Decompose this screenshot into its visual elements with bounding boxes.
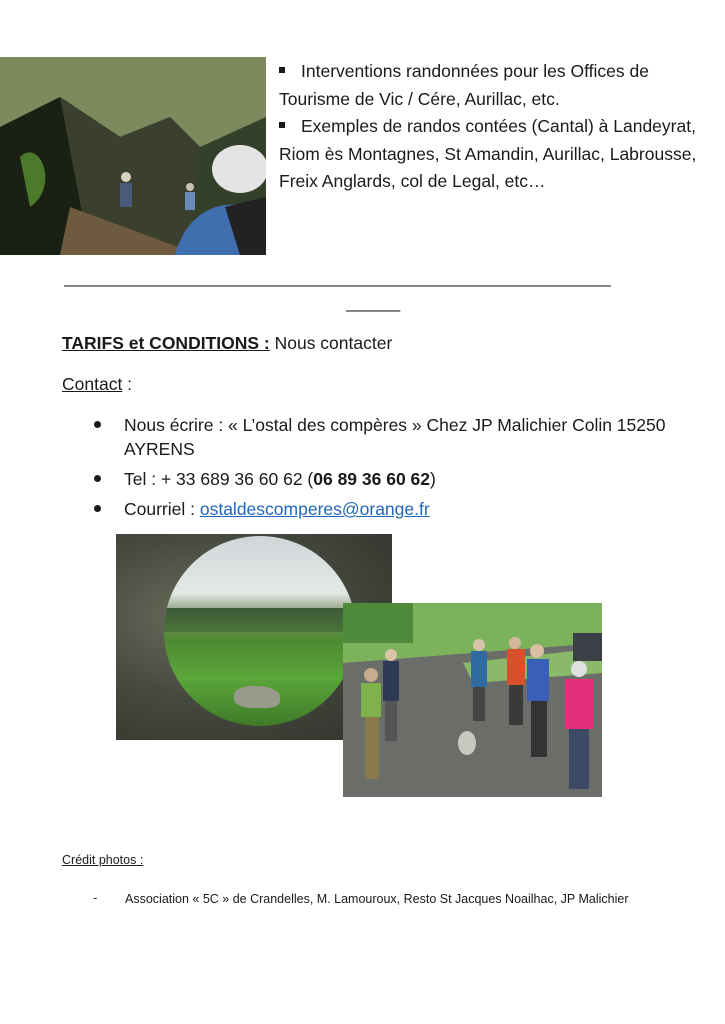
credit-dash: - (93, 890, 98, 905)
contact-heading: Contact (62, 374, 123, 394)
email-label: Courriel : (124, 499, 200, 519)
contact-item-write (92, 413, 692, 461)
separator-line-continuation: ______ (346, 293, 400, 312)
bullet-dot-icon (94, 421, 101, 428)
bullet-dot-icon (94, 505, 101, 512)
photo-cave-hikers (0, 57, 266, 255)
postal-address: Nous écrire : « L’ostal des compères » Chez JP Malichier Colin 15250 AYRENS (124, 415, 666, 459)
phone-label: Tel : + 33 689 36 60 62 ( (124, 469, 314, 489)
contact-heading-line (62, 372, 132, 396)
contact-list (92, 413, 692, 527)
contact-heading-suffix: : (122, 374, 133, 394)
tarifs-line (62, 331, 392, 355)
square-bullet-icon (279, 122, 285, 128)
contact-item-phone (92, 467, 692, 491)
tarifs-heading: TARIFS et CONDITIONS : (62, 333, 270, 353)
intro-bullets (279, 58, 704, 196)
square-bullet-icon (279, 67, 285, 73)
contact-item-email (92, 497, 692, 521)
photo-cave-illustration (0, 57, 266, 255)
bullet-dot-icon (94, 475, 101, 482)
intro-bullet (279, 58, 704, 113)
intro-bullet-text: Exemples de randos contées (Cantal) à Landeyrat, Riom ès Montagnes, St Amandin, Aurillac, Labrousse, Freix Anglards, col de Legal, etc… (279, 116, 697, 191)
rock (234, 686, 280, 708)
photo-credits-heading: Crédit photos : (62, 853, 144, 867)
distant-hills (164, 608, 356, 632)
separator-line: _____________________________________________________________ (64, 268, 611, 287)
photo-hikers-illustration (343, 603, 602, 797)
photo-credits-text: Association « 5C » de Crandelles, M. Lamouroux, Resto St Jacques Noailhac, JP Malichier (125, 892, 629, 906)
email-link[interactable]: ostaldescomperes@orange.fr (199, 499, 430, 519)
phone-suffix: ) (430, 469, 436, 489)
intro-bullet-text: Interventions randonnées pour les Offices de Tourisme de Vic / Cére, Aurillac, etc. (279, 61, 649, 109)
phone-number: 06 89 36 60 62 (313, 469, 431, 489)
tarifs-value: Nous contacter (269, 333, 393, 353)
window-opening (164, 536, 356, 726)
photo-hikers-group (343, 603, 602, 797)
intro-bullet (279, 113, 704, 196)
